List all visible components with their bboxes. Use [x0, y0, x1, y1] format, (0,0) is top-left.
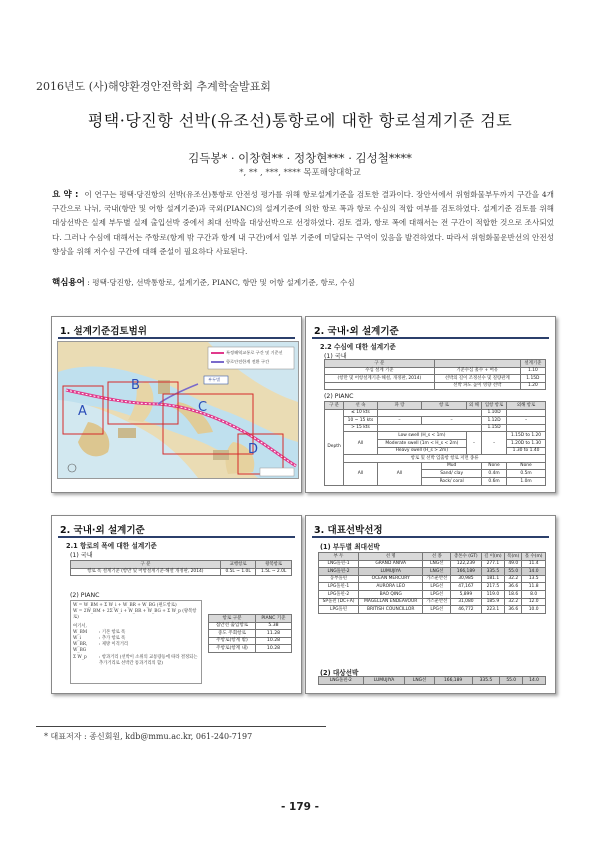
- table-row: [319, 583, 546, 591]
- table-cell: 중도 주회항로: [209, 630, 256, 638]
- table-cell: 주항로(항계 내): [209, 645, 256, 653]
- subsection-title: 2.2 수심에 대한 설계기준: [320, 343, 396, 351]
- table-header: 총톤수 (GT): [451, 553, 481, 561]
- subsection-title: (1) 부두별 최대선박: [320, 543, 380, 551]
- table-cell: (항만 및 어항설계기준·해설, 개정판, 2014): [325, 375, 435, 383]
- table-cell: 31,080: [451, 598, 481, 606]
- def-text: : 추가 항로 폭: [99, 636, 126, 642]
- table-cell: 122,239: [451, 560, 481, 568]
- table-header: [434, 360, 520, 368]
- table-cell: None: [507, 462, 546, 470]
- panel-representative-ship: [305, 515, 556, 694]
- table-cell: LPG돌핀-2: [319, 590, 359, 598]
- table-cell: LUMUJIYA: [359, 568, 423, 576]
- table-cell: LNG선: [405, 677, 434, 685]
- table-header: 흘 수(m): [522, 553, 546, 561]
- table-cell: 36.6: [505, 606, 522, 614]
- table-cell: 166,189: [434, 677, 472, 685]
- def-text: : 항과거리 (선박이 소위의 교통량등에 따라 결정되는 추가거리로 선박간 통과거리의 합): [99, 654, 198, 666]
- table-cell: 1.30 to 1.40: [507, 447, 546, 455]
- table-cell: 277.1: [481, 560, 505, 568]
- table-cell: 가스운반선: [423, 598, 451, 606]
- table-cell: 접안선 출입항로: [209, 622, 256, 630]
- table-header: 선 속: [344, 402, 378, 410]
- table-cell: 항로 폭 설계기준 (항만 및 어항설계기준·해설 개정판, 2014): [71, 568, 221, 576]
- table-cell: 14.0: [522, 568, 546, 576]
- keywords-label: 핵심용어: [52, 278, 85, 288]
- table-cell: 166,189: [451, 568, 481, 576]
- table-row: [319, 560, 546, 568]
- domestic-depth-table: [324, 359, 546, 390]
- authors: 김득봉* · 이창현** · 정창현*** · 김성철****: [188, 151, 412, 165]
- table-cell: 1.20D to 1.30: [507, 439, 546, 447]
- panel-divider: [58, 337, 295, 339]
- table-cell: 선박 파도 높이 영향 선박: [434, 382, 520, 390]
- map-legend-1: 특정해역교통로 구간 및 기준선: [226, 350, 283, 355]
- table-header: 부 두: [319, 553, 359, 561]
- table-cell: AURORA LEO: [359, 583, 423, 591]
- table-cell: 수심 설계 기준: [325, 367, 435, 375]
- formula-two-way: W = 2W_BM + 2Σ W_i + W_BR + W_BG + Σ W_p (왕복항로): [73, 609, 197, 621]
- table-cell: 1.10: [520, 367, 545, 375]
- abstract-text: 이 연구는 평택·당진항의 선박(유조선)통항로 안전성 평가를 위해 항로설계기준을 검토한 결과이다. 장안서에서 위험화물부두까지 구간을 4개 구간으로 나뉘, 국내(항만 및 어항 설계기준)과 국외(PIANC)의 설계기준에 의한 항로 폭과 항로 수심의 적합 여부를 검토하였다. 설계기준 검토를 위해 대상선박은 실제 부두별 실제 출입선박 중에서 최대 선박을 대상선박으로 선정하였다. 검토 결과, 항로 폭에 대해서는 전 구간이 적합한 것으로 조사되었다. 그러나 수심에 대해서는 주항로(항계 밖 구간과 항계 내 구간)에서 일부 기준에 미달되는 구역이 있음을 발견하였다. 따라서 위험화물운반선의 안전성 향상을 위해 저수심 구간에 대해 준설이 필요하다 사료된다.: [52, 190, 554, 256]
- table-cell: LNG돌핀-2: [319, 568, 359, 576]
- table-cell: 335.5: [481, 568, 505, 576]
- table-cell: 주항로(항계 밖): [209, 637, 256, 645]
- table-cell: 47,167: [451, 583, 481, 591]
- table-cell: 1.10D: [482, 409, 507, 417]
- table-cell: 10.28: [255, 637, 291, 645]
- section-label-c: C: [198, 400, 208, 415]
- table-cell: 13.5: [522, 575, 546, 583]
- table-row: [319, 677, 546, 685]
- table-cell: LPG선: [423, 606, 451, 614]
- table-cell: 1.15D: [482, 424, 507, 432]
- target-ship-table: [318, 676, 546, 685]
- subsection-title: (2) 대상선박: [320, 669, 359, 677]
- panel-title: 2. 국내·외 설계기준: [314, 326, 399, 337]
- table-cell: LNG돌핀-2: [319, 677, 364, 685]
- table-header: PIANC 기준: [255, 615, 291, 623]
- footnote-divider: [36, 726, 326, 727]
- table-cell: 기준수심 흘수 + 여유: [434, 367, 520, 375]
- table-cell: 12.0: [522, 598, 546, 606]
- table-cell: None: [482, 462, 507, 470]
- table-cell: 181.1: [481, 575, 505, 583]
- pianc-label: (2) PIANC: [70, 592, 100, 599]
- table-header: 구 분: [325, 360, 435, 368]
- table-row: [319, 590, 546, 598]
- table-cell: LPG돌핀: [319, 606, 359, 614]
- table-cell: ≤ 10 kts: [344, 409, 378, 417]
- panel-title: 2. 국내·외 설계기준: [60, 525, 145, 536]
- table-cell: > 15 kts: [344, 424, 378, 432]
- table-cell: Heavy swell (H_s > 2m): [377, 447, 466, 455]
- footnote: * 대표저자 : 종신회원, kdb@mmu.ac.kr, 061-240-7197: [44, 732, 253, 741]
- panel-title: 1. 설계기준검토범위: [60, 326, 147, 337]
- formula-def: [73, 655, 199, 667]
- table-cell: LUMUJIYA: [363, 677, 405, 685]
- panel-depth-criteria: [305, 316, 556, 493]
- pianc-label: (2) PIANC: [324, 393, 354, 400]
- domestic-width-table: [70, 560, 292, 576]
- paper-title: 평택·당진항 선박(유조선)통항로에 대한 항로설계기준 검토: [87, 111, 513, 130]
- def-text: : 제방 이격거리: [99, 642, 129, 648]
- table-cell: 30,985: [451, 575, 481, 583]
- table-cell: –: [377, 417, 422, 425]
- ship-table: [318, 552, 546, 614]
- table-cell: –: [422, 417, 482, 425]
- table-cell: Moderate swell (1m < H_s < 2m): [377, 439, 466, 447]
- table-cell: 선박의 길이 조정선수 및 질량관계: [434, 375, 520, 383]
- table-cell: LNG돌핀-1: [319, 560, 359, 568]
- table-cell: Sand/ clay: [422, 470, 482, 478]
- table-cell: 11.8: [522, 583, 546, 591]
- table-cell: 49.0: [505, 560, 522, 568]
- table-cell: GRAND ANIVA: [359, 560, 423, 568]
- pianc-formula-box: [70, 600, 202, 684]
- table-cell: LPG돌핀-1: [319, 583, 359, 591]
- table-cell: –: [466, 432, 481, 455]
- map-legend-2: 항로안전한계 전환 구간: [226, 359, 270, 364]
- subsection-title: 2.1 항로의 폭에 대한 설계기준: [66, 542, 157, 550]
- table-cell: 가스운반선: [423, 575, 451, 583]
- section-label-d: D: [248, 442, 259, 457]
- table-cell: 32.2: [505, 575, 522, 583]
- table-cell: 55.0: [500, 677, 523, 685]
- table-cell: 8.0: [522, 590, 546, 598]
- table-cell: BRITISH COUNCILLOR: [359, 606, 423, 614]
- domestic-label: (1) 국내: [324, 353, 347, 360]
- formula-one-way: W = W_BM + Σ W_i + W_BR + W_BG (편도항로): [73, 603, 177, 608]
- table-row: [319, 598, 546, 606]
- table-cell: 32.2: [505, 598, 522, 606]
- table-cell: 217.5: [481, 583, 505, 591]
- table-header: 구 분: [325, 402, 344, 410]
- map-callout: 부두별: [208, 377, 221, 382]
- table-cell: Rock/ coral: [422, 477, 482, 485]
- pianc-depth-table: [324, 401, 546, 486]
- table-cell: –: [507, 417, 546, 425]
- table-cell: 1.15D to 1.20: [507, 432, 546, 440]
- conference-header: 2016년도 (사)해양환경안전학회 추계학술발표회: [36, 80, 271, 93]
- table-cell: 5.38: [255, 622, 291, 630]
- formula-where: 여기서,: [73, 623, 87, 629]
- table-cell: LPG선: [423, 583, 451, 591]
- table-cell: 223.1: [481, 606, 505, 614]
- table-cell: 1.20: [520, 382, 545, 390]
- keywords-text: : 평택·당진항, 선박통항로, 설계기준, PIANC, 항만 및 어항 설계기준, 항로, 수심: [87, 278, 355, 287]
- table-cell: [325, 382, 435, 390]
- table-cell: Mud: [422, 462, 482, 470]
- table-header: 선 명: [359, 553, 423, 561]
- def-symbol: Σ W_p: [73, 654, 87, 660]
- channel-map: [57, 341, 299, 479]
- table-row: [319, 606, 546, 614]
- pianc-width-table: [208, 614, 292, 653]
- table-cell: LNG선: [423, 560, 451, 568]
- table-cell: All: [344, 432, 378, 455]
- table-cell: 119.0: [481, 590, 505, 598]
- def-symbol: W_BM: [73, 629, 88, 635]
- panel-divider: [312, 536, 549, 538]
- table-cell: 55.0: [505, 568, 522, 576]
- table-cell: 10 ~ 15 kts: [344, 417, 378, 425]
- def-text: : 기본 항로 폭: [99, 629, 126, 635]
- panel-title: 3. 대표선박선정: [314, 525, 383, 536]
- table-cell: 1.5L ~ 2.0L: [256, 568, 292, 576]
- keywords: [52, 276, 355, 288]
- table-cell: 185.9: [481, 598, 505, 606]
- table-cell: 0.6m: [482, 477, 507, 485]
- affiliation: *, ** , ***, **** 목포해양대학교: [239, 168, 361, 178]
- table-cell: –: [482, 432, 507, 455]
- table-header: 선 종: [423, 553, 451, 561]
- table-cell: 동부돌핀: [319, 575, 359, 583]
- table-header: 왕복항로: [256, 561, 292, 569]
- table-header: 항 로: [422, 402, 467, 410]
- table-cell: 항로 및 선박 입출항 항로 저면 종류: [344, 455, 546, 463]
- table-cell: 0.4m: [482, 470, 507, 478]
- table-cell: SP돌핀 (DC+A): [319, 598, 359, 606]
- page-number: - 179 -: [281, 801, 319, 813]
- panel-width-criteria: [51, 515, 302, 694]
- table-cell: 335.5: [472, 677, 500, 685]
- table-header: 길 이(m): [481, 553, 505, 561]
- table-cell: 0.5L ~ 1.0L: [220, 568, 256, 576]
- table-cell: All: [377, 462, 422, 485]
- table-cell: 5,899: [451, 590, 481, 598]
- def-symbol: W_BR, W_BG: [73, 642, 88, 654]
- abstract: [52, 188, 554, 259]
- table-cell: Depth: [325, 409, 344, 485]
- table-header: 교행항로: [220, 561, 256, 569]
- domestic-label: (1) 국내: [70, 552, 93, 559]
- table-cell: BAO QING: [359, 590, 423, 598]
- table-row: [319, 575, 546, 583]
- panel-divider: [312, 337, 549, 339]
- table-header: 입항 항로: [482, 402, 507, 410]
- table-header: 구 분: [71, 561, 221, 569]
- table-cell: OCEAN MERCURY: [359, 575, 423, 583]
- table-cell: 18.6: [505, 590, 522, 598]
- panel-review-scope: [51, 316, 302, 493]
- table-header: 파 랑: [377, 402, 422, 410]
- table-cell: LPG선: [423, 590, 451, 598]
- formula-def: [73, 642, 199, 654]
- table-cell: Low swell (H_s < 1m): [377, 432, 466, 440]
- section-label-b: B: [131, 378, 140, 393]
- table-cell: 0.5m: [507, 470, 546, 478]
- def-symbol: W_i: [73, 636, 81, 642]
- table-header: 설계기준: [520, 360, 545, 368]
- table-header: 항로 구분: [209, 615, 256, 623]
- table-cell: 14.0: [523, 677, 546, 685]
- table-cell: 1.15D: [520, 375, 545, 383]
- panel-divider: [58, 536, 295, 538]
- table-cell: 10.0: [522, 606, 546, 614]
- table-cell: 11.4: [522, 560, 546, 568]
- table-cell: 46,772: [451, 606, 481, 614]
- table-header: 외해 항로: [507, 402, 546, 410]
- table-cell: 1.0m: [507, 477, 546, 485]
- table-cell: LNG선: [423, 568, 451, 576]
- table-cell: 36.6: [505, 583, 522, 591]
- abstract-label: 요 약 :: [52, 190, 79, 200]
- table-cell: 11.28: [255, 630, 291, 638]
- table-cell: 10.28: [255, 645, 291, 653]
- table-cell: 1.12D: [482, 417, 507, 425]
- table-header: 외 해: [466, 402, 481, 410]
- table-header-row: [319, 553, 546, 561]
- table-row: [319, 568, 546, 576]
- table-cell: All: [344, 462, 378, 485]
- section-label-a: A: [78, 404, 87, 419]
- table-cell: MAGELLAN ENDEAVOUR: [359, 598, 423, 606]
- table-header: 폭(m): [505, 553, 522, 561]
